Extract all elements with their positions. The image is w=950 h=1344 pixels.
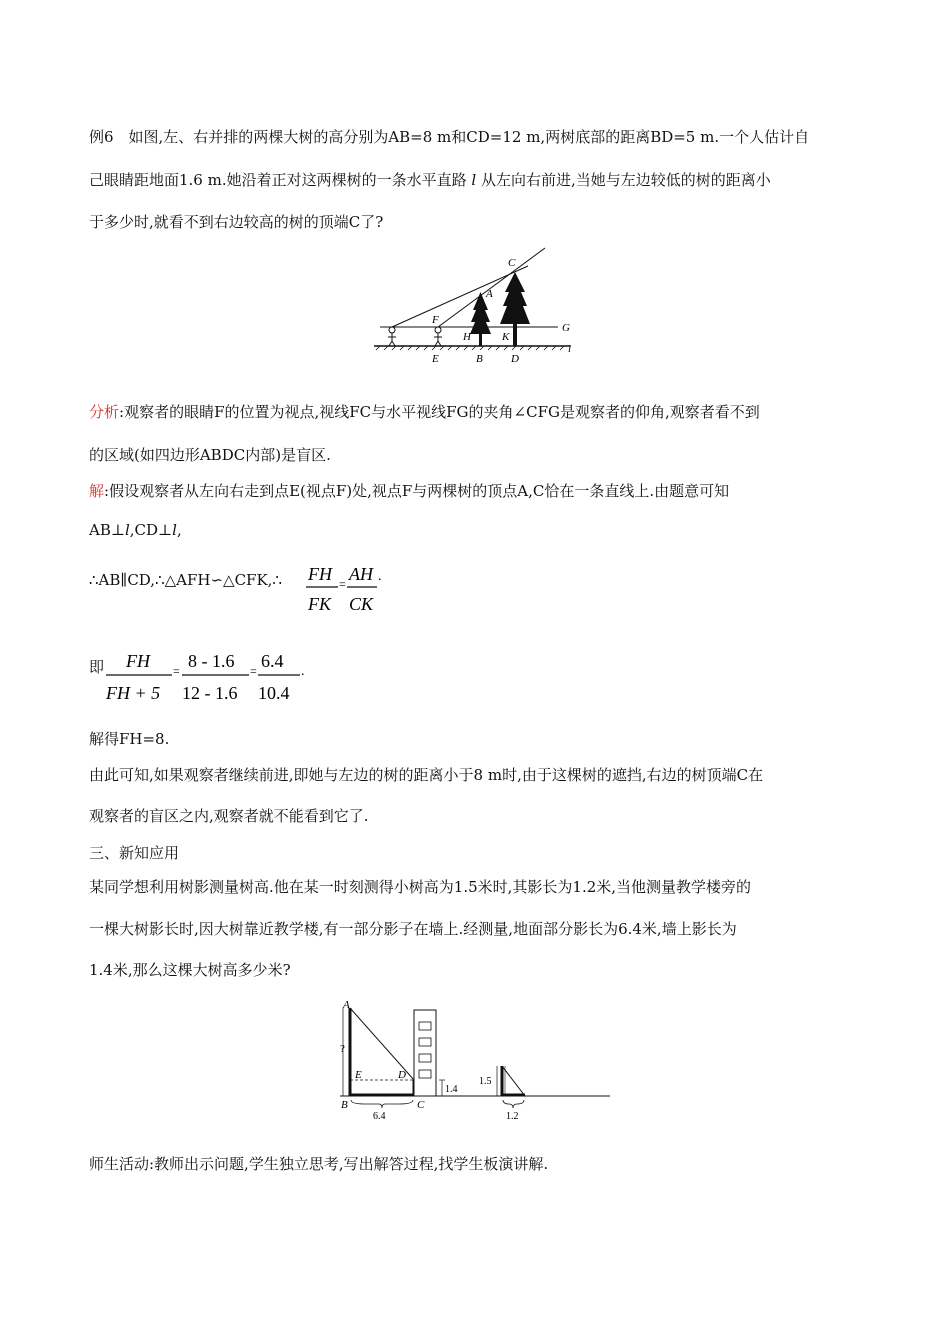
variable-l: l <box>471 171 477 189</box>
solution-line-5: 解得FH=8. <box>89 730 170 748</box>
problem-line-3: 1.4米,那么这棵大树高多少米? <box>89 961 291 979</box>
label2-e: E <box>355 1069 362 1081</box>
solution-line-4-prefix: 即 <box>89 658 105 676</box>
observer-1 <box>388 327 396 346</box>
solution-line-1: 解:假设观察者从左向右走到点E(视点F)处,视点F与两棵树的顶点A,C恰在一条直线上.由题意可知 <box>89 482 730 500</box>
frac4-denominator: 12 - 1.6 <box>182 683 238 703</box>
equals-sign-3: = <box>250 664 257 678</box>
frac5-numerator: 6.4 <box>261 651 284 671</box>
equals-sign: = <box>339 577 346 591</box>
solution-line-2: AB⊥l,CD⊥l, <box>89 521 182 539</box>
solution-line-6: 由此可知,如果观察者继续前进,即她与左边的树的距离小于8 m时,由于这棵树的遮挡,右边的树顶端C在 <box>89 766 764 784</box>
frac4-numerator: 8 - 1.6 <box>188 651 235 671</box>
label-d: D <box>511 353 519 365</box>
solution-label: 解 <box>89 482 105 500</box>
label-g: G <box>562 322 570 334</box>
label-1-4: 1.4 <box>445 1084 458 1095</box>
problem-line-1: 某同学想利用树影测量树高.他在某一时刻测得小树高为1.5米时,其影长为1.2米,当他测量教学楼旁的 <box>89 878 752 896</box>
ratio-equation-1 <box>302 560 392 620</box>
activity-line: 师生活动:教师出示问题,学生独立思考,写出解答过程,找学生板演讲解. <box>89 1155 549 1173</box>
frac2-numerator: AH <box>349 564 373 584</box>
section-title: 三、新知应用 <box>89 844 180 862</box>
example-line-3: 于多少时,就看不到右边较高的树的顶端C了? <box>89 213 384 231</box>
ratio-equation-2 <box>104 645 314 711</box>
frac3-numerator: FH <box>126 651 150 671</box>
solution-line-7: 观察者的盲区之内,观察者就不能看到它了. <box>89 807 369 825</box>
label-l: l <box>568 343 572 355</box>
label-1-2: 1.2 <box>506 1111 519 1122</box>
label-e: E <box>432 353 439 365</box>
label-6-4: 6.4 <box>373 1111 386 1122</box>
period: . <box>378 569 382 584</box>
label2-d: D <box>398 1069 406 1081</box>
frac1-numerator: FH <box>308 564 332 584</box>
equals-sign-2: = <box>173 664 180 678</box>
problem-line-2: 一棵大树影长时,因大树靠近教学楼,有一部分影子在墙上.经测量,地面部分影长为6.4米,墙上影长为 <box>89 920 737 938</box>
label-c: C <box>508 257 516 269</box>
brace-6-4 <box>351 1100 413 1108</box>
frac5-denominator: 10.4 <box>258 683 290 703</box>
trees-figure <box>370 244 585 369</box>
label-b: B <box>476 353 483 365</box>
example-line-2: 己眼睛距地面1.6 m.她沿着正对这两棵树的一条水平直路 l 从左向右前进,当她与左边较低的树的距离小 <box>89 171 771 189</box>
small-tree-icon <box>470 292 491 346</box>
label2-b: B <box>341 1099 348 1111</box>
label2-a: A <box>343 1000 350 1011</box>
brace-1-2 <box>503 1100 524 1108</box>
frac2-denominator: CK <box>349 594 374 614</box>
analysis-label: 分析 <box>89 403 120 421</box>
label-k: K <box>502 331 510 343</box>
label2-q: ? <box>340 1043 345 1055</box>
solution-line-3: ∴AB∥CD,∴△AFH∽△CFK,∴ <box>89 571 282 589</box>
analysis-line-2: 的区域(如四边形ABDC内部)是盲区. <box>89 446 331 464</box>
frac1-denominator: FK <box>308 594 332 614</box>
label-h: H <box>463 331 471 343</box>
analysis-line-1: 分析:观察者的眼睛F的位置为视点,视线FC与水平视线FG的夹角∠CFG是观察者的仰角,观察者看不到 <box>89 403 760 421</box>
shadow-figure <box>335 1000 615 1125</box>
label-f: F <box>432 314 439 326</box>
label-1-5: 1.5 <box>479 1076 492 1087</box>
label2-c: C <box>417 1099 425 1111</box>
observer-2 <box>434 327 442 346</box>
small-ray <box>502 1066 525 1096</box>
example-line-1: 例6 如图,左、右并排的两棵大树的高分别为AB=8 m和CD=12 m,两树底部的距离BD=5 m.一个人估计自 <box>89 128 810 146</box>
frac3-denominator: FH + 5 <box>106 683 161 703</box>
label-a: A <box>486 288 493 300</box>
period-2: . <box>301 664 305 679</box>
